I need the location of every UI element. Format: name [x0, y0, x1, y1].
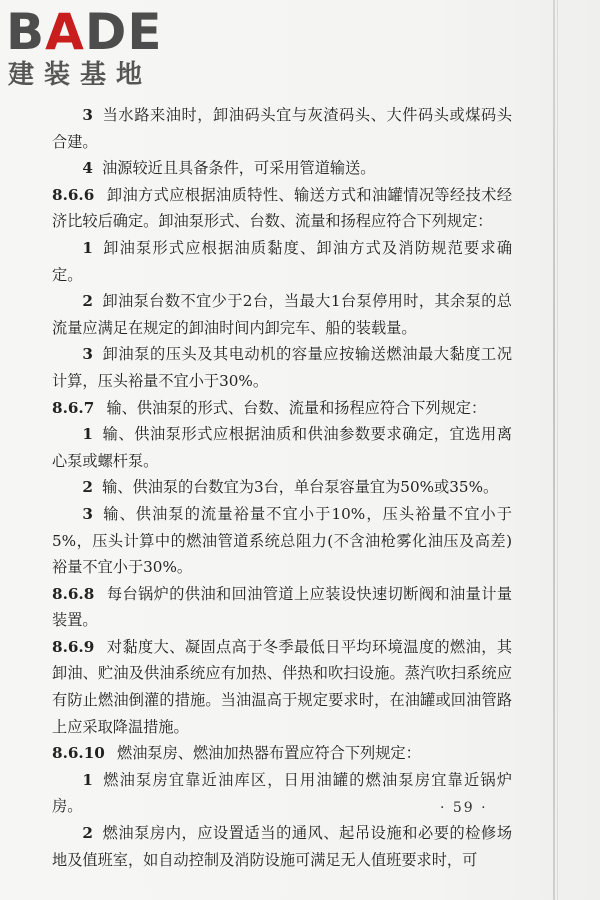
list-item-paragraph — [52, 421, 512, 474]
item-number: 4 — [82, 159, 93, 178]
paragraph-text: 油源较近且具备条件，可采用管道输送。 — [102, 159, 376, 178]
list-item-paragraph — [52, 288, 512, 341]
paragraph-text: 输、供油泵的台数宜为3台，单台泵容量宜为50%或35%。 — [102, 478, 499, 497]
paragraph-text: 输、供油泵的流量裕量不宜小于10%，压头裕量不宜小于5%，压头计算中的燃油管道系统总阻力(不含油枪雾化油压及高差)裕量不宜小于30%。 — [52, 504, 512, 577]
list-item-paragraph — [52, 102, 512, 155]
clause-paragraph — [52, 634, 512, 740]
clause-paragraph — [52, 581, 512, 634]
item-number: 3 — [82, 504, 93, 523]
paragraph-text: 卸油泵台数不宜少于2台，当最大1台泵停用时，其余泵的总流量应满足在规定的卸油时间内卸完车、船的装载量。 — [52, 292, 512, 337]
paragraph-text: 卸油泵形式应根据油质黏度、卸油方式及消防规范要求确定。 — [52, 238, 512, 284]
clause-number: 8.6.6 — [52, 185, 95, 204]
paragraph-text: 卸油泵的压头及其电动机的容量应按输送燃油最大黏度工况计算，压头裕量不宜小于30%。 — [52, 345, 512, 390]
clause-number: 8.6.10 — [52, 744, 105, 763]
list-item-paragraph — [52, 501, 512, 581]
paragraph-text: 输、供油泵的形式、台数、流量和扬程应符合下列规定： — [106, 398, 487, 417]
clause-paragraph — [52, 740, 512, 767]
clause-number: 8.6.8 — [52, 584, 95, 603]
item-number: 1 — [82, 770, 93, 789]
paragraph-text: 燃油泵房宜靠近油库区，日用油罐的燃油泵房宜靠近锅炉房。 — [52, 770, 512, 816]
item-number: 1 — [82, 425, 93, 444]
list-item-paragraph — [52, 155, 512, 182]
paragraph-text: 每台锅炉的供油和回油管道上应装设快速切断阀和油量计量装置。 — [52, 584, 512, 630]
clause-paragraph — [52, 182, 512, 235]
item-number: 1 — [82, 238, 93, 257]
clause-paragraph — [52, 395, 512, 422]
logo-subtitle: 建装基地 — [8, 60, 153, 90]
binding-edge-shadow — [557, 0, 558, 900]
item-number: 3 — [82, 106, 93, 124]
clause-number: 8.6.7 — [52, 398, 95, 417]
binding-edge — [553, 0, 555, 900]
paragraph-text: 输、供油泵形式应根据油质和供油参数要求确定，宜选用离心泵或螺杆泵。 — [52, 425, 512, 470]
list-item-paragraph — [52, 341, 512, 394]
item-number: 2 — [82, 478, 93, 497]
item-number: 2 — [82, 824, 93, 843]
paragraph-text: 当水路来油时，卸油码头宜与灰渣码头、大件码头或煤码头合建。 — [52, 106, 512, 151]
paragraph-text: 燃油泵房内，应设置适当的通风、起吊设施和必要的检修场地及值班室，如自动控制及消防设施可满足无人值班要求时，可 — [52, 824, 512, 869]
paragraph-text: 对黏度大、凝固点高于冬季最低日平均环境温度的燃油，其卸油、贮油及供油系统应有加热、伴热和吹扫设施。蒸汽吹扫系统应有防止燃油倒灌的措施。当油温高于规定要求时，在油罐或回油管路上应采取降温措施。 — [52, 637, 512, 736]
item-number: 3 — [82, 345, 93, 364]
bade-logo — [6, 4, 176, 92]
item-number: 2 — [82, 292, 93, 311]
paragraph-text: 卸油方式应根据油质特性、输送方式和油罐情况等经技术经济比较后确定。卸油泵形式、台数、流量和扬程应符合下列规定： — [52, 185, 512, 231]
list-item-paragraph — [52, 474, 512, 501]
document-body — [52, 102, 512, 873]
paragraph-text: 燃油泵房、燃油加热器布置应符合下列规定： — [117, 744, 421, 763]
page-number: · 59 · — [440, 800, 488, 816]
clause-number: 8.6.9 — [52, 637, 95, 656]
logo-wordmark: BADE — [6, 3, 163, 61]
list-item-paragraph — [52, 235, 512, 288]
list-item-paragraph — [52, 820, 512, 873]
